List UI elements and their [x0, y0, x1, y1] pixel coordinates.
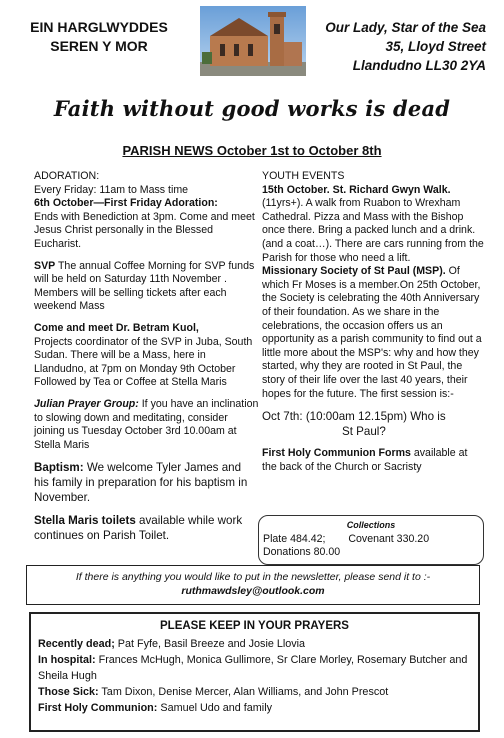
- church-street: 35, Lloyd Street: [385, 39, 486, 54]
- first-friday-text: Ends with Benediction at 3pm. Come and meet Jesus Christ personally in the Blessed Eucharist.: [34, 210, 255, 250]
- collections-box: [258, 515, 484, 565]
- right-column: [262, 170, 484, 482]
- msp-heading: Missionary Society of St Paul (MSP).: [262, 265, 446, 278]
- church-town-postcode: Llandudno LL30 2YA: [352, 58, 486, 73]
- session-item: [262, 409, 484, 439]
- svp-text: The annual Coffee Morning for SVP funds will be held on Saturday 11th November . Members will be selling tickets after each weekend Mass: [34, 259, 255, 313]
- left-column: [34, 170, 259, 551]
- msp-text: Of which Fr Moses is a member.On 25th October, the Society is celebrating the 40th Anniversary of their foundation. As we share in the celebrations, the occasion offers us an opportunity as a parish community to find out a little more about the MSP's: why and how they started, why they are rooted in St Paul, the story of their life over the last 40 years, their hopes for the future. The first session is:-: [262, 265, 482, 400]
- hospital-label: In hospital:: [38, 654, 96, 666]
- youth-events-heading: YOUTH EVENTS: [262, 170, 345, 182]
- first-friday-heading: 6th October—First Friday Adoration:: [34, 197, 218, 210]
- fhc-forms-item: [262, 447, 484, 474]
- welsh-church-name: [14, 18, 184, 56]
- svp-item: [34, 260, 259, 314]
- motto-heading: Faith without good works is dead: [53, 96, 451, 121]
- adoration-heading: ADORATION:: [34, 170, 100, 182]
- notice-text: If there is anything you would like to put in the newsletter, please send it to :-: [75, 571, 431, 583]
- sick-row: [31, 684, 478, 700]
- recently-dead-names: Pat Fyfe, Basil Breeze and Josie Llovia: [114, 638, 306, 650]
- julian-text: If you have an inclination to slowing down and meditating, consider joining us Tuesday October 3rd 10.00am at Stella Maris: [34, 397, 259, 451]
- svp-label: SVP: [34, 259, 56, 272]
- julian-item: [34, 398, 259, 452]
- fhc-label: First Holy Communion:: [38, 702, 158, 714]
- toilets-label: Stella Maris toilets: [34, 514, 136, 528]
- toilets-item: [34, 513, 259, 543]
- donations-row: [259, 546, 483, 560]
- toilets-text: available while work continues on Parish Toilet.: [34, 514, 243, 543]
- fhc-row: [31, 700, 478, 716]
- adoration-times: Every Friday: 11am to Mass time: [34, 183, 189, 196]
- church-photo: [200, 6, 306, 76]
- fhc-forms-label: First Holy Communion Forms: [262, 447, 411, 460]
- fhc-forms-text: available at the back of the Church or Sacristy: [262, 447, 468, 473]
- kuol-heading: Come and meet Dr. Betram Kuol,: [34, 321, 199, 334]
- session-line2: St Paul?: [342, 425, 386, 439]
- church-address: [306, 18, 486, 75]
- hospital-row: [31, 652, 478, 684]
- baptism-label: Baptism:: [34, 461, 84, 475]
- welsh-name-line2: SEREN Y MOR: [50, 38, 148, 54]
- fhc-names: Samuel Udo and family: [157, 702, 272, 714]
- kuol-text: Projects coordinator of the SVP in Juba, South Sudan. There will be a Mass, here in Llandudno, at 7pm on Monday 9th October Followed by Tea or Coffee at Stella Maris: [34, 335, 253, 389]
- baptism-text: We welcome Tyler James and his family in preparation for his baptism in November.: [34, 461, 248, 505]
- session-line: Oct 7th: (10:00am 12.15pm) Who is: [262, 410, 446, 424]
- youth-events-item: [262, 170, 484, 401]
- donations-amount: Donations 80.00: [263, 546, 341, 558]
- sick-names: Tam Dixon, Denise Mercer, Alan Williams, and John Prescot: [98, 686, 389, 698]
- recently-dead-label: Recently dead;: [38, 638, 115, 650]
- baptism-item: [34, 460, 259, 505]
- collections-title: Collections: [346, 520, 396, 530]
- covenant-amount: Covenant 330.20: [348, 532, 430, 545]
- plate-amount: Plate 484.42;: [263, 532, 326, 545]
- prayers-box: [29, 612, 480, 732]
- parish-news-title: PARISH NEWS October 1st to October 8th: [122, 143, 382, 158]
- newsletter-notice: [26, 565, 480, 605]
- hospital-names: Frances McHugh, Monica Gullimore, Sr Clare Morley, Rosemary Butcher and Sheila Hugh: [38, 654, 468, 682]
- walk-text: (11yrs+). A walk from Ruabon to Wrexham Cathedral. Pizza and Mass with the Bishop once there. Bring a packed lunch and a drink. (and a coat…). There are cars running from the Parish for those who need a lift.: [262, 197, 484, 264]
- kuol-item: [34, 322, 259, 390]
- church-name-english: Our Lady, Star of the Sea: [325, 20, 486, 35]
- julian-heading: Julian Prayer Group:: [34, 397, 139, 410]
- sick-label: Those Sick:: [38, 686, 99, 698]
- recently-dead-row: [31, 636, 478, 652]
- collections-row: [259, 533, 483, 547]
- prayers-title: PLEASE KEEP IN YOUR PRAYERS: [160, 620, 349, 632]
- welsh-name-line1: EIN HARGLWYDDES: [30, 19, 168, 35]
- adoration-item: [34, 170, 259, 252]
- walk-heading: 15th October. St. Richard Gwyn Walk.: [262, 183, 451, 196]
- notice-email[interactable]: ruthmawdsley@outlook.com: [181, 585, 325, 597]
